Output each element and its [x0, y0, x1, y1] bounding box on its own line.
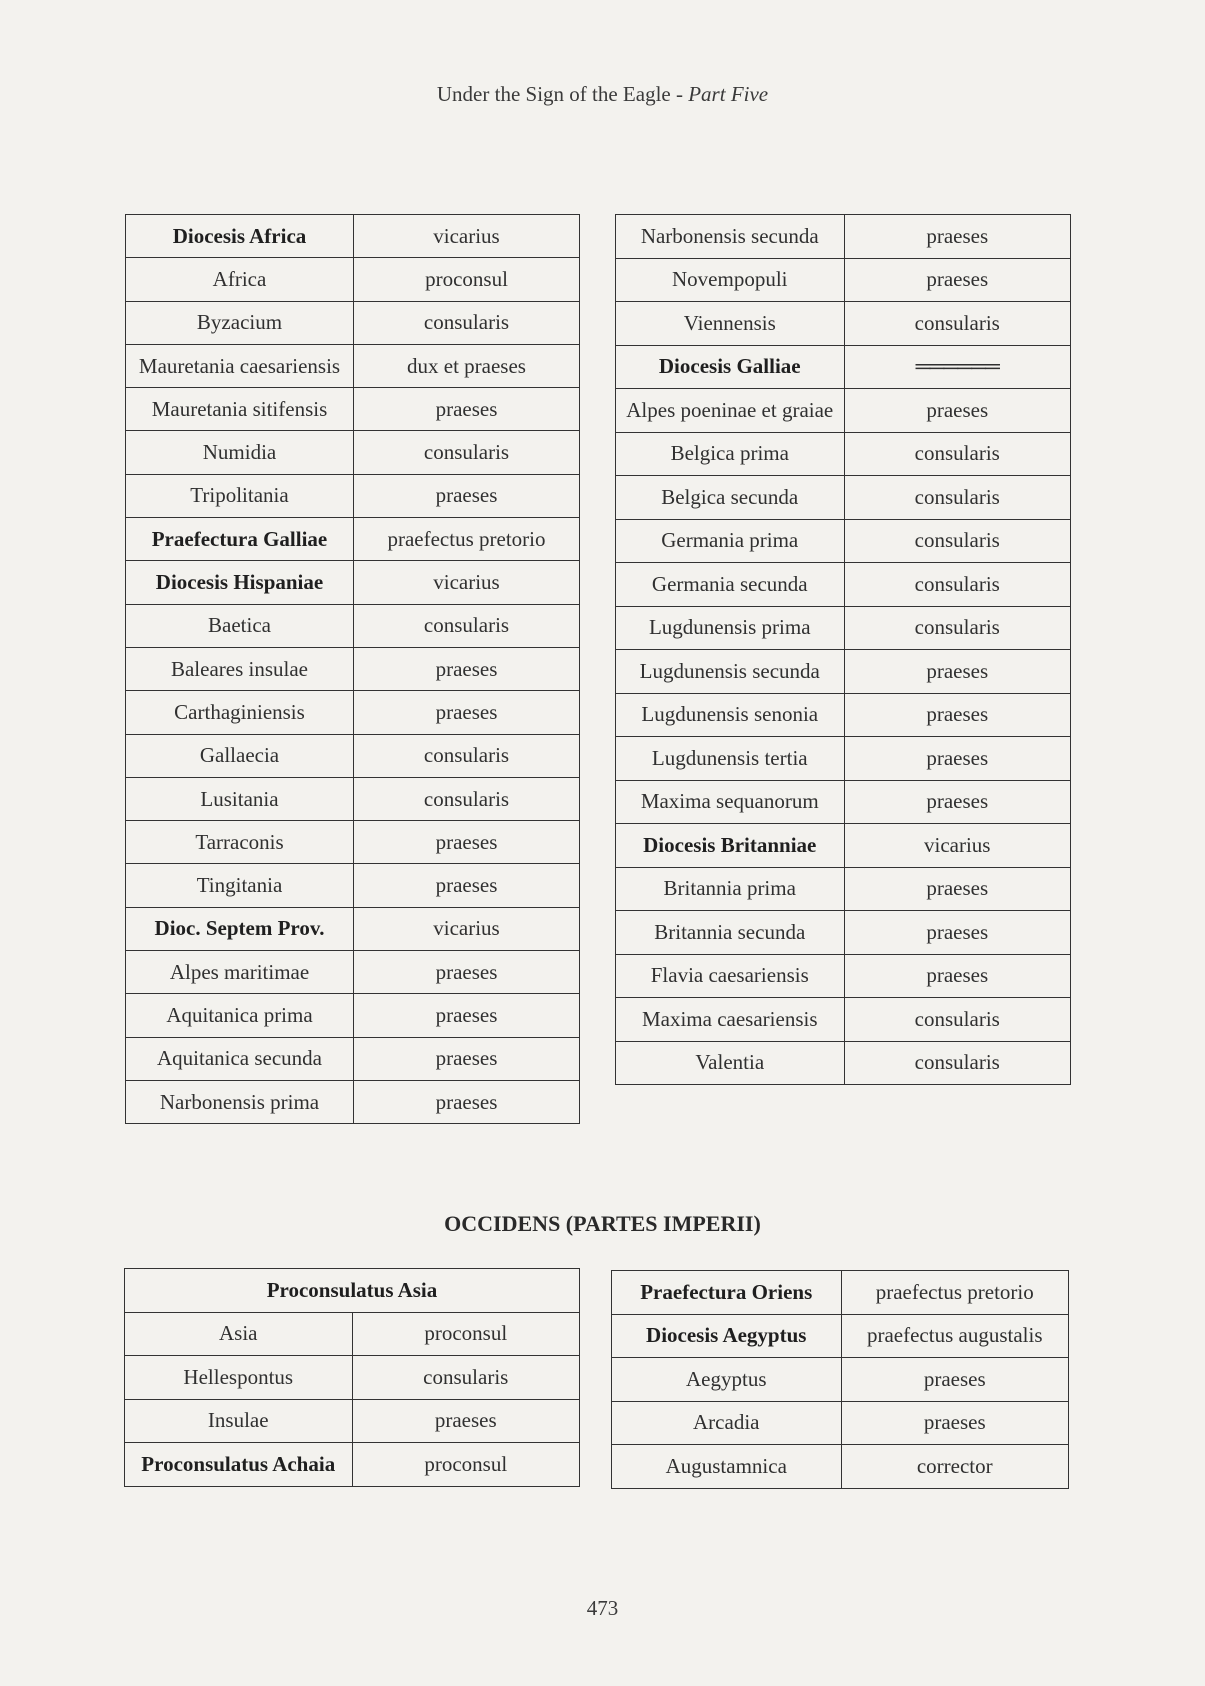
province-cell: Arcadia [612, 1401, 842, 1445]
section-title: OCCIDENS (PARTES IMPERII) [444, 1211, 761, 1236]
governor-title-cell: consularis [354, 777, 580, 820]
governor-title-cell: consularis [354, 734, 580, 777]
province-cell: Baetica [126, 604, 354, 647]
province-cell: Insulae [125, 1399, 353, 1443]
table-row [612, 1401, 1069, 1445]
governor-title-cell: praeses [844, 389, 1071, 433]
table-row [616, 215, 1071, 259]
table-row [126, 777, 580, 820]
table-row [616, 432, 1071, 476]
table-row [126, 821, 580, 864]
governor-title-cell: proconsul [352, 1443, 580, 1487]
table-row [126, 994, 580, 1037]
governor-title-cell: praeses [844, 867, 1071, 911]
province-cell: Belgica prima [616, 432, 845, 476]
governor-title-cell: vicarius [354, 561, 580, 604]
province-cell: Britannia secunda [616, 911, 845, 955]
header-part: Part Five [688, 82, 769, 106]
table-header-row [125, 1269, 580, 1313]
province-cell: Lugdunensis prima [616, 606, 845, 650]
table-row [126, 215, 580, 258]
province-cell: Maxima caesariensis [616, 998, 845, 1042]
governor-title-cell: consularis [352, 1356, 580, 1400]
governor-title-cell: consularis [844, 606, 1071, 650]
division-cell: Diocesis Aegyptus [612, 1314, 842, 1358]
table-row [616, 476, 1071, 520]
table-row [126, 951, 580, 994]
province-cell: Tripolitania [126, 474, 354, 517]
header-title: Under the Sign of the Eagle [436, 82, 671, 106]
governor-title-cell: consularis [354, 604, 580, 647]
governor-title-cell: proconsul [352, 1312, 580, 1356]
table-row [125, 1443, 580, 1487]
province-cell: Narbonensis secunda [616, 215, 845, 259]
governor-title-cell: praefectus pretorio [841, 1271, 1069, 1315]
table-row [612, 1445, 1069, 1489]
division-cell: Diocesis Galliae [616, 345, 845, 389]
division-cell: Diocesis Britanniae [616, 824, 845, 868]
table-row [616, 650, 1071, 694]
division-cell: Praefectura Galliae [126, 518, 354, 561]
table-row [126, 647, 580, 690]
table-row [616, 1041, 1071, 1085]
governor-title-cell: praeses [354, 388, 580, 431]
governor-title-cell: consularis [844, 998, 1071, 1042]
province-cell: Alpes poeninae et graiae [616, 389, 845, 433]
governor-title-cell: praeses [354, 951, 580, 994]
header-separator: - [670, 82, 689, 106]
governor-title-cell: praefectus augustalis [841, 1314, 1069, 1358]
table-row [126, 301, 580, 344]
province-cell: Aquitanica prima [126, 994, 354, 1037]
governor-title-cell: vicarius [354, 215, 580, 258]
province-cell: Tarraconis [126, 821, 354, 864]
province-cell: Mauretania caesariensis [126, 344, 354, 387]
governor-title-cell: corrector [841, 1445, 1069, 1489]
table-row [616, 780, 1071, 824]
table-row [616, 345, 1071, 389]
province-cell: Africa [126, 258, 354, 301]
table-row [126, 734, 580, 777]
province-cell: Flavia caesariensis [616, 954, 845, 998]
governor-title-cell: praeses [352, 1399, 580, 1443]
province-cell: Mauretania sitifensis [126, 388, 354, 431]
table-row [612, 1271, 1069, 1315]
table-row [616, 867, 1071, 911]
governor-title-cell: ══════ [844, 345, 1071, 389]
governor-title-cell: praeses [844, 911, 1071, 955]
province-cell: Lugdunensis tertia [616, 737, 845, 781]
table-row [126, 344, 580, 387]
table-row [612, 1314, 1069, 1358]
table-row [616, 258, 1071, 302]
division-cell: Praefectura Oriens [612, 1271, 842, 1315]
table-row [126, 258, 580, 301]
table-row [126, 604, 580, 647]
governor-title-cell: vicarius [354, 907, 580, 950]
province-cell: Britannia prima [616, 867, 845, 911]
table-row [126, 864, 580, 907]
province-cell: Alpes maritimae [126, 951, 354, 994]
table-row [126, 474, 580, 517]
table-row [126, 388, 580, 431]
table-row [125, 1399, 580, 1443]
table-header-cell: Proconsulatus Asia [125, 1269, 580, 1313]
governor-title-cell: praeses [844, 954, 1071, 998]
division-cell: Proconsulatus Achaia [125, 1443, 353, 1487]
table-row [616, 389, 1071, 433]
table-row [125, 1312, 580, 1356]
governor-title-cell: consularis [354, 431, 580, 474]
table-row [612, 1358, 1069, 1402]
province-cell: Lugdunensis secunda [616, 650, 845, 694]
governor-title-cell: praeses [354, 864, 580, 907]
governor-title-cell: praefectus pretorio [354, 518, 580, 561]
governor-title-cell: dux et praeses [354, 344, 580, 387]
governor-title-cell: consularis [844, 1041, 1071, 1085]
division-cell: Diocesis Africa [126, 215, 354, 258]
division-cell: Dioc. Septem Prov. [126, 907, 354, 950]
province-cell: Lusitania [126, 777, 354, 820]
governor-title-cell: vicarius [844, 824, 1071, 868]
provinces-table-left [125, 214, 580, 1124]
province-cell: Maxima sequanorum [616, 780, 845, 824]
province-cell: Augustamnica [612, 1445, 842, 1489]
province-cell: Tingitania [126, 864, 354, 907]
province-cell: Aquitanica secunda [126, 1037, 354, 1080]
table-row [616, 606, 1071, 650]
table-row [126, 907, 580, 950]
table-row [616, 563, 1071, 607]
governor-title-cell: praeses [354, 1080, 580, 1123]
asia-achaia-table [124, 1268, 580, 1487]
oriens-table [611, 1270, 1069, 1489]
table-row [616, 998, 1071, 1042]
province-cell: Asia [125, 1312, 353, 1356]
table-row [616, 824, 1071, 868]
governor-title-cell: praeses [354, 691, 580, 734]
table-row [616, 519, 1071, 563]
province-cell: Numidia [126, 431, 354, 474]
governor-title-cell: praeses [844, 650, 1071, 694]
table-row [616, 737, 1071, 781]
governor-title-cell: proconsul [354, 258, 580, 301]
governor-title-cell: consularis [354, 301, 580, 344]
province-cell: Germania secunda [616, 563, 845, 607]
province-cell: Germania prima [616, 519, 845, 563]
governor-title-cell: consularis [844, 476, 1071, 520]
province-cell: Carthaginiensis [126, 691, 354, 734]
governor-title-cell: consularis [844, 302, 1071, 346]
table-row [616, 302, 1071, 346]
province-cell: Viennensis [616, 302, 845, 346]
governor-title-cell: praeses [354, 474, 580, 517]
governor-title-cell: praeses [844, 215, 1071, 259]
governor-title-cell: praeses [844, 258, 1071, 302]
table-row [126, 1080, 580, 1123]
governor-title-cell: praeses [844, 737, 1071, 781]
governor-title-cell: praeses [354, 1037, 580, 1080]
province-cell: Novempopuli [616, 258, 845, 302]
governor-title-cell: praeses [354, 647, 580, 690]
table-row [126, 1037, 580, 1080]
governor-title-cell: praeses [844, 780, 1071, 824]
governor-title-cell: praeses [354, 821, 580, 864]
table-row [616, 954, 1071, 998]
governor-title-cell: consularis [844, 519, 1071, 563]
provinces-table-right [615, 214, 1071, 1085]
governor-title-cell: praeses [841, 1358, 1069, 1402]
page-number: 473 [586, 1596, 619, 1620]
province-cell: Lugdunensis senonia [616, 693, 845, 737]
province-cell: Narbonensis prima [126, 1080, 354, 1123]
province-cell: Belgica secunda [616, 476, 845, 520]
province-cell: Baleares insulae [126, 647, 354, 690]
governor-title-cell: praeses [354, 994, 580, 1037]
governor-title-cell: consularis [844, 563, 1071, 607]
governor-title-cell: praeses [844, 693, 1071, 737]
division-cell: Diocesis Hispaniae [126, 561, 354, 604]
table-row [616, 911, 1071, 955]
province-cell: Aegyptus [612, 1358, 842, 1402]
table-row [125, 1356, 580, 1400]
table-row [126, 431, 580, 474]
table-row [126, 518, 580, 561]
governor-title-cell: praeses [841, 1401, 1069, 1445]
table-row [126, 691, 580, 734]
running-header [0, 82, 1205, 107]
table-row [616, 693, 1071, 737]
province-cell: Valentia [616, 1041, 845, 1085]
table-row [126, 561, 580, 604]
governor-title-cell: consularis [844, 432, 1071, 476]
province-cell: Hellespontus [125, 1356, 353, 1400]
province-cell: Gallaecia [126, 734, 354, 777]
province-cell: Byzacium [126, 301, 354, 344]
